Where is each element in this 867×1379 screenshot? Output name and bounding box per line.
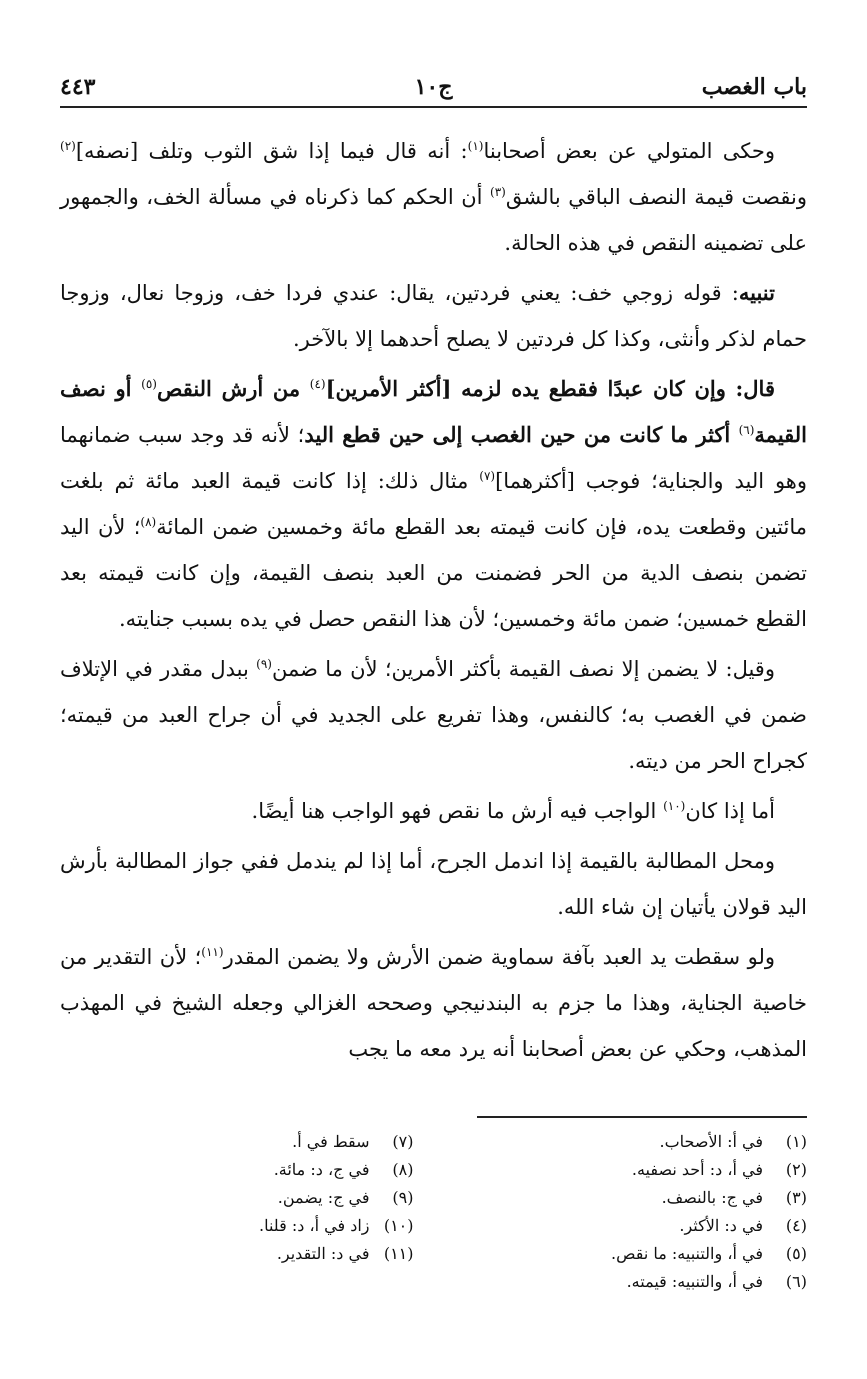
- paragraph-5: أما إذا كان$^{(١٠)}$ الواجب فيه أرش ما نقص فهو الواجب هنا أيضًا.: [251, 799, 775, 823]
- paragraph-6: ومحل المطالبة بالقيمة إذا اندمل الجرح، أما إذا لم يندمل ففي جواز المطالبة بأرش اليد قولان يأتيان إن شاء الله.: [60, 849, 807, 919]
- footnote-ref: (١): [467, 139, 484, 153]
- volume-number: ج١٠: [414, 74, 453, 100]
- footnote-ref: (٣): [490, 185, 506, 199]
- footnote-item: (٢)في أ، د: أحد نصفيه.: [631, 1160, 807, 1179]
- footnotes-column-right: [454, 1128, 808, 1296]
- footnote-item: (٦)في أ، والتنبيه: قيمته.: [626, 1272, 807, 1291]
- paragraph-7: ولو سقطت يد العبد بآفة سماوية ضمن الأرش ولا يضمن المقدر$^{(١١)}$؛ لأن التقدير من خاصية الجناية، وهذا ما جزم به البندنيجي وصححه الغزالي وجعله الشيخ في المهذب المذهب، وحكي عن بعض أصحابنا أنه يرد معه ما يجب: [60, 945, 807, 1061]
- footnote-item: (١١)في د: التقدير.: [276, 1244, 414, 1263]
- footnote-item: (١)في أ: الأصحاب.: [659, 1132, 807, 1151]
- footnote-ref: (٥): [141, 377, 157, 391]
- footnote-item: (٨)في ج، د: مائة.: [273, 1160, 414, 1179]
- paragraph-2: تنبيه: قوله زوجي خف: يعني فردتين، يقال: عندي فردا خف، وزوجا نعال، وزوجا حمام لذكر وأنثى، وكذا كل فردتين لا يصلح أحدهما إلا بالآخر.: [60, 280, 807, 351]
- running-header: [60, 66, 807, 108]
- footnotes-column-left: [60, 1128, 414, 1296]
- paragraph-3: قال: وإن كان عبدًا فقطع يده لزمه [أكثر الأمرين]$^{(٤)}$ من أرش النقص$^{(٥)}$ أو نصف القيمة$^{(٦)}$ أكثر ما كانت من حين الغصب إلى حين قطع اليد؛ لأنه قد وجد سبب ضمانهما وهو اليد والجناية؛ فوجب [أكثرهما]$^{(٧)}$ مثال ذلك: إذا كانت قيمة العبد مائة ثم بلغت مائتين وقطعت يده، فإن كانت قيمته بعد القطع مائة وخمسين ضمن المائة$^{(٨)}$؛ لأن اليد تضمن بنصف الدية من الحر فضمنت من العبد بنصف القيمة، وإن كانت قيمته بعد القطع خمسين؛ ضمن مائة وخمسين؛ لأن هذا النقص حصل في يده بسبب جنايته.: [60, 376, 808, 631]
- footnote-ref: (١٠): [663, 799, 686, 813]
- footnote-ref: (٨): [140, 515, 157, 529]
- main-text: [60, 128, 807, 1076]
- footnote-item: (٧)سقط في أ.: [292, 1132, 414, 1151]
- paragraph-4: وقيل: لا يضمن إلا نصف القيمة بأكثر الأمرين؛ لأن ما ضمن$^{(٩)}$ ببدل مقدر في الإتلاف ضمن في الغصب به؛ كالنفس، وهذا تفريع على الجديد في أن جراح العبد من قيمته؛ كجراح الحر من ديته.: [60, 657, 807, 773]
- footnote-item: (٤)في د: الأكثر.: [679, 1216, 807, 1235]
- footnote-ref: (٢): [60, 139, 76, 153]
- paragraph-1: وحكى المتولي عن بعض أصحابنا$^{(١)}$: أنه قال فيما إذا شق الثوب وتلف [نصفه]$^{(٢)}$ ونقصت قيمة النصف الباقي بالشق$^{(٣)}$ أن الحكم كما ذكرناه في مسألة الخف، والجمهور على تضمينه النقص في هذه الحالة.: [60, 139, 807, 255]
- page-number: ٤٤٣: [60, 74, 96, 100]
- chapter-title: باب الغصب: [701, 74, 807, 100]
- footnote-ref: (٩): [256, 657, 272, 671]
- note-label: تنبيه: [738, 280, 775, 305]
- footnote-item: (٣)في ج: بالنصف.: [661, 1188, 807, 1207]
- footnote-item: (٩)في ج: يضمن.: [277, 1188, 414, 1207]
- footnote-ref: (٧): [479, 469, 496, 483]
- footnote-item: (٥)في أ، والتنبيه: ما نقص.: [611, 1244, 807, 1263]
- footnote-ref: (٦): [738, 423, 755, 437]
- footnote-ref: (٤): [309, 377, 326, 391]
- footnotes: [60, 1128, 807, 1296]
- footnote-divider: [477, 1116, 807, 1118]
- footnote-ref: (١١): [201, 945, 224, 959]
- footnote-item: (١٠)زاد في أ، د: قلنا.: [259, 1216, 414, 1235]
